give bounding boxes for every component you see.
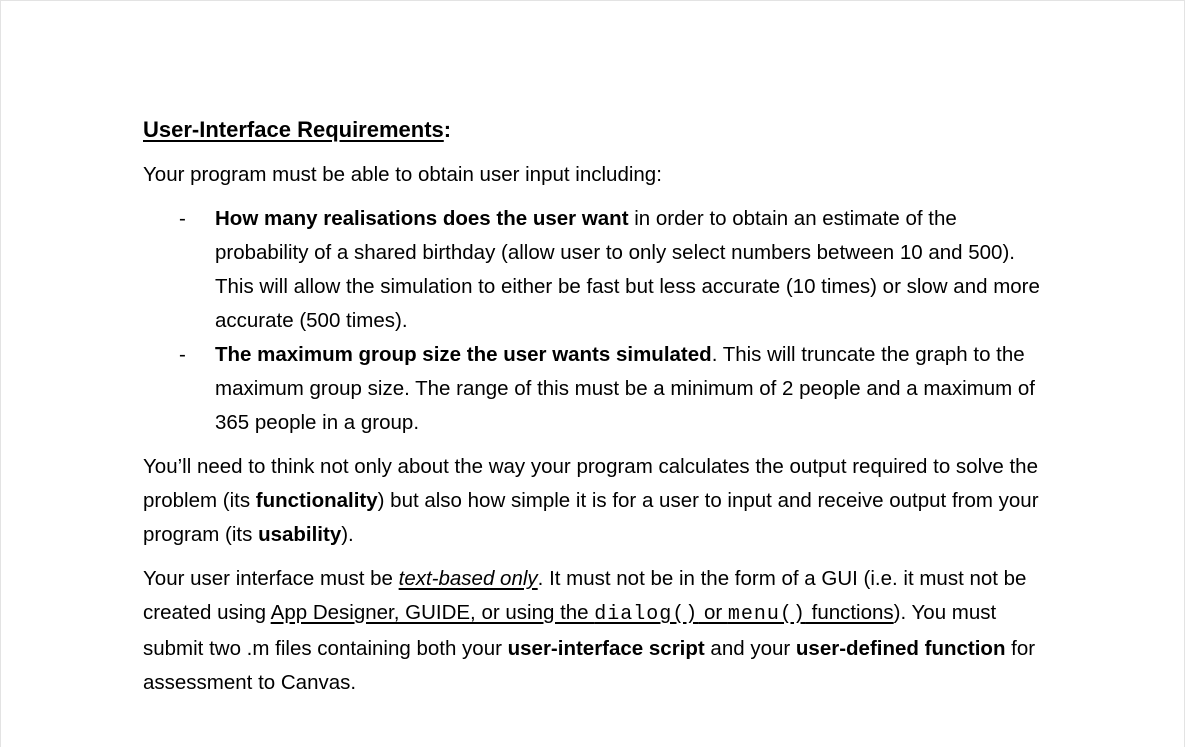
text-run: ) but also how simple it is for a user to input and receive output from your program (its — [143, 489, 1039, 546]
requirement-text: . This will truncate the graph to the maximum group size. The range of this must be a minimum of 2 people and a maximum of 365 people in a group. — [215, 343, 1035, 434]
text-run: ). — [341, 523, 354, 546]
user-defined-function-term: user-defined function — [795, 637, 1006, 660]
text-run: . It must not be in the form of a GUI (i.e. it must not be created using — [143, 567, 1027, 624]
text-run: ). You must submit two .m files containing both your — [143, 601, 997, 660]
underlined-tools-phrase — [271, 601, 894, 624]
intro-paragraph: Your program must be able to obtain user input including: — [143, 163, 662, 186]
text-run: for assessment to Canvas. — [143, 637, 1036, 694]
functionality-term: functionality — [255, 489, 378, 512]
code-dialog: dialog() — [594, 603, 699, 626]
heading-colon: : — [443, 117, 452, 142]
requirements-list — [143, 202, 1043, 440]
user-interface-script-term: user-interface script — [507, 637, 705, 660]
text-run: functions — [805, 601, 894, 624]
text-run: or — [698, 601, 728, 624]
interface-paragraph — [143, 562, 1043, 700]
document-body — [143, 112, 1043, 710]
section-heading — [143, 112, 1043, 148]
usability-term: usability — [258, 523, 342, 546]
text-based-only-emphasis: text-based only — [398, 567, 538, 590]
text-run: and your — [704, 637, 796, 660]
requirement-bold: The maximum group size the user wants simulated — [215, 343, 712, 366]
requirement-text: in order to obtain an estimate of the probability of a shared birthday (allow user to only select numbers between 10 and 500). This will allow the simulation to either be fast but less accurate (10 times) or slow and more accurate (500 times). — [215, 207, 1040, 332]
requirement-bold: How many realisations does the user want — [215, 207, 629, 230]
bullet-dash: - — [179, 343, 186, 366]
bullet-dash: - — [179, 207, 186, 230]
functionality-paragraph — [143, 450, 1043, 552]
code-menu: menu() — [727, 603, 806, 626]
text-run: You’ll need to think not only about the way your program calculates the output required to solve the problem (its — [143, 455, 1038, 512]
list-item — [143, 338, 1043, 440]
text-run: App Designer, GUIDE, or using the — [270, 601, 595, 624]
heading-title: User-Interface Requirements — [143, 117, 444, 142]
text-run: Your user interface must be — [143, 567, 399, 590]
list-item — [143, 202, 1043, 338]
